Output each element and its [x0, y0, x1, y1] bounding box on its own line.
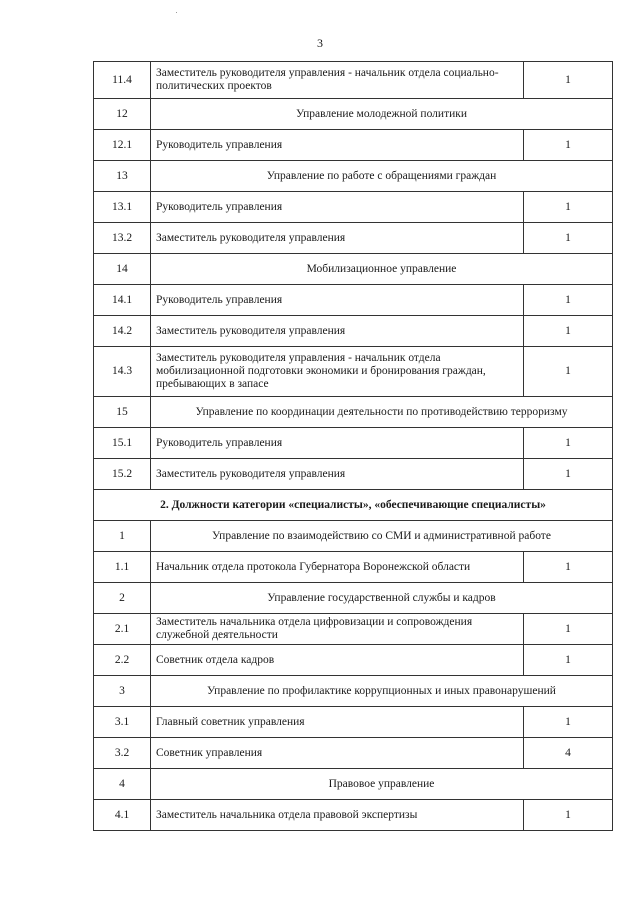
position-number: 15.1 [94, 428, 151, 459]
position-row [94, 707, 613, 738]
position-row [94, 223, 613, 254]
position-number: 12.1 [94, 130, 151, 161]
position-number: 11.4 [94, 62, 151, 99]
section-number: 1 [94, 521, 151, 552]
position-number: 3.2 [94, 738, 151, 769]
position-row [94, 62, 613, 99]
category-row [94, 490, 613, 521]
position-count: 1 [524, 347, 613, 397]
position-title: Заместитель руководителя управления [151, 223, 524, 254]
section-title: Управление по координации деятельности по противодействию терроризму [151, 397, 613, 428]
position-count: 4 [524, 738, 613, 769]
position-number: 3.1 [94, 707, 151, 738]
position-title: Заместитель руководителя управления [151, 459, 524, 490]
position-row [94, 285, 613, 316]
position-count: 1 [524, 552, 613, 583]
position-count: 1 [524, 223, 613, 254]
position-number: 14.2 [94, 316, 151, 347]
position-count: 1 [524, 192, 613, 223]
position-title: Заместитель руководителя управления - начальник отдела социально-политических проектов [151, 62, 524, 99]
position-row [94, 130, 613, 161]
position-count: 1 [524, 459, 613, 490]
section-row [94, 521, 613, 552]
position-title: Советник отдела кадров [151, 645, 524, 676]
position-title: Заместитель начальника отдела правовой экспертизы [151, 800, 524, 831]
section-row [94, 769, 613, 800]
section-title: Управление по взаимодействию со СМИ и административной работе [151, 521, 613, 552]
position-row [94, 428, 613, 459]
position-number: 2.1 [94, 614, 151, 645]
section-row [94, 676, 613, 707]
section-number: 3 [94, 676, 151, 707]
positions-table-body [94, 62, 613, 831]
position-row [94, 645, 613, 676]
position-row [94, 347, 613, 397]
position-row [94, 800, 613, 831]
scan-speck [176, 12, 177, 13]
position-count: 1 [524, 707, 613, 738]
position-count: 1 [524, 285, 613, 316]
section-title: Правовое управление [151, 769, 613, 800]
section-row [94, 583, 613, 614]
position-number: 13.1 [94, 192, 151, 223]
position-number: 2.2 [94, 645, 151, 676]
section-number: 12 [94, 99, 151, 130]
position-count: 1 [524, 645, 613, 676]
section-row [94, 99, 613, 130]
position-title: Главный советник управления [151, 707, 524, 738]
position-title: Руководитель управления [151, 192, 524, 223]
position-number: 13.2 [94, 223, 151, 254]
position-number: 14.1 [94, 285, 151, 316]
position-title: Руководитель управления [151, 130, 524, 161]
position-row [94, 192, 613, 223]
position-count: 1 [524, 614, 613, 645]
section-row [94, 254, 613, 285]
position-number: 14.3 [94, 347, 151, 397]
page-number: 3 [317, 36, 323, 50]
position-row [94, 316, 613, 347]
position-number: 4.1 [94, 800, 151, 831]
position-title: Руководитель управления [151, 285, 524, 316]
section-number: 2 [94, 583, 151, 614]
position-count: 1 [524, 62, 613, 99]
category-title: 2. Должности категории «специалисты», «обеспечивающие специалисты» [94, 490, 613, 521]
section-number: 15 [94, 397, 151, 428]
section-number: 13 [94, 161, 151, 192]
positions-table [93, 61, 613, 831]
section-number: 4 [94, 769, 151, 800]
position-row [94, 738, 613, 769]
position-count: 1 [524, 130, 613, 161]
position-row [94, 614, 613, 645]
position-title: Начальник отдела протокола Губернатора Воронежской области [151, 552, 524, 583]
section-title: Управление по работе с обращениями граждан [151, 161, 613, 192]
section-title: Мобилизационное управление [151, 254, 613, 285]
position-row [94, 459, 613, 490]
section-row [94, 161, 613, 192]
position-number: 1.1 [94, 552, 151, 583]
section-number: 14 [94, 254, 151, 285]
position-count: 1 [524, 800, 613, 831]
position-title: Заместитель руководителя управления [151, 316, 524, 347]
position-number: 15.2 [94, 459, 151, 490]
position-count: 1 [524, 428, 613, 459]
section-title: Управление по профилактике коррупционных и иных правонарушений [151, 676, 613, 707]
section-title: Управление молодежной политики [151, 99, 613, 130]
section-row [94, 397, 613, 428]
position-title: Советник управления [151, 738, 524, 769]
position-title: Руководитель управления [151, 428, 524, 459]
position-row [94, 552, 613, 583]
position-count: 1 [524, 316, 613, 347]
section-title: Управление государственной службы и кадров [151, 583, 613, 614]
position-title: Заместитель руководителя управления - начальник отдела мобилизационной подготовки экономики и бронирования граждан, пребывающих в запасе [151, 347, 524, 397]
position-title: Заместитель начальника отдела цифровизации и сопровождения служебной деятельности [151, 614, 524, 645]
